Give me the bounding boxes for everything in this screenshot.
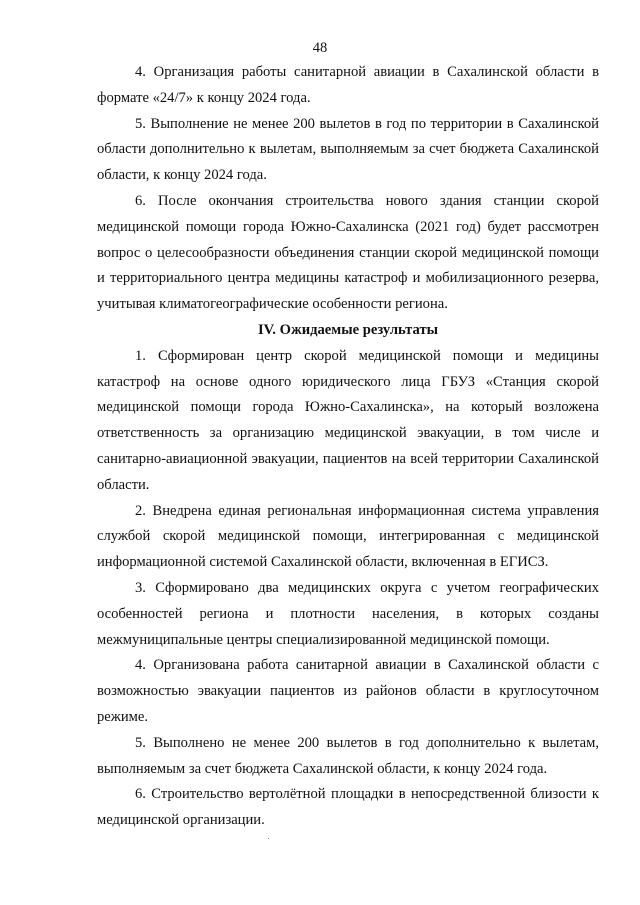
paragraph-item: 6. Строительство вертолётной площадки в непосредственной близости к медицинской организации. xyxy=(97,786,599,829)
section-heading: IV. Ожидаемые результаты xyxy=(257,321,439,338)
document-body xyxy=(97,60,599,834)
paragraph-item: 5. Выполнено не менее 200 вылетов в год дополнительно к вылетам, выполняемым за счет бюджета Сахалинской области, к концу 2024 года. xyxy=(97,734,599,777)
paragraph-item: 4. Организация работы санитарной авиации в Сахалинской области в формате «24/7» к концу 2024 года. xyxy=(97,64,599,106)
paragraph-item: 5. Выполнение не менее 200 вылетов в год по территории в Сахалинской области дополнительно к вылетам, выполняемым за счет бюджета Сахалинской области, к концу 2024 года. xyxy=(97,115,599,184)
scan-speck xyxy=(268,838,269,839)
paragraph-item: 6. После окончания строительства нового здания станции скорой медицинской помощи города Южно-Сахалинска (2021 год) будет рассмотрен вопрос о целесообразности объединения станции скорой медицинской помощи и территориального центра медицины катастроф и мобилизационного резерва, учитывая климатогеографические особенности региона. xyxy=(97,192,599,313)
paragraph-item: 3. Сформировано два медицинских округа с учетом географических особенностей региона и плотности населения, в которых созданы межмуниципальные центры специализированной медицинской помощи. xyxy=(97,579,599,648)
paragraph-item: 1. Сформирован центр скорой медицинской помощи и медицины катастроф на основе одного юридического лица ГБУЗ «Станция скорой медицинской помощи города Южно-Сахалинска», на который возложена ответственность за организацию медицинской эвакуации, в том числе и санитарно-авиационной эвакуации, пациентов на всей территории Сахалинской области. xyxy=(97,347,599,493)
paragraph-item: 4. Организована работа санитарной авиации в Сахалинской области с возможностью эвакуации пациентов из районов области в круглосуточном режиме. xyxy=(97,657,599,725)
paragraph-item: 2. Внедрена единая региональная информационная система управления службой скорой медицинской помощи, интегрированная с медицинской информационной системой Сахалинской области, включенная в ЕГИСЗ. xyxy=(97,502,599,571)
page-number: 48 xyxy=(312,40,328,56)
